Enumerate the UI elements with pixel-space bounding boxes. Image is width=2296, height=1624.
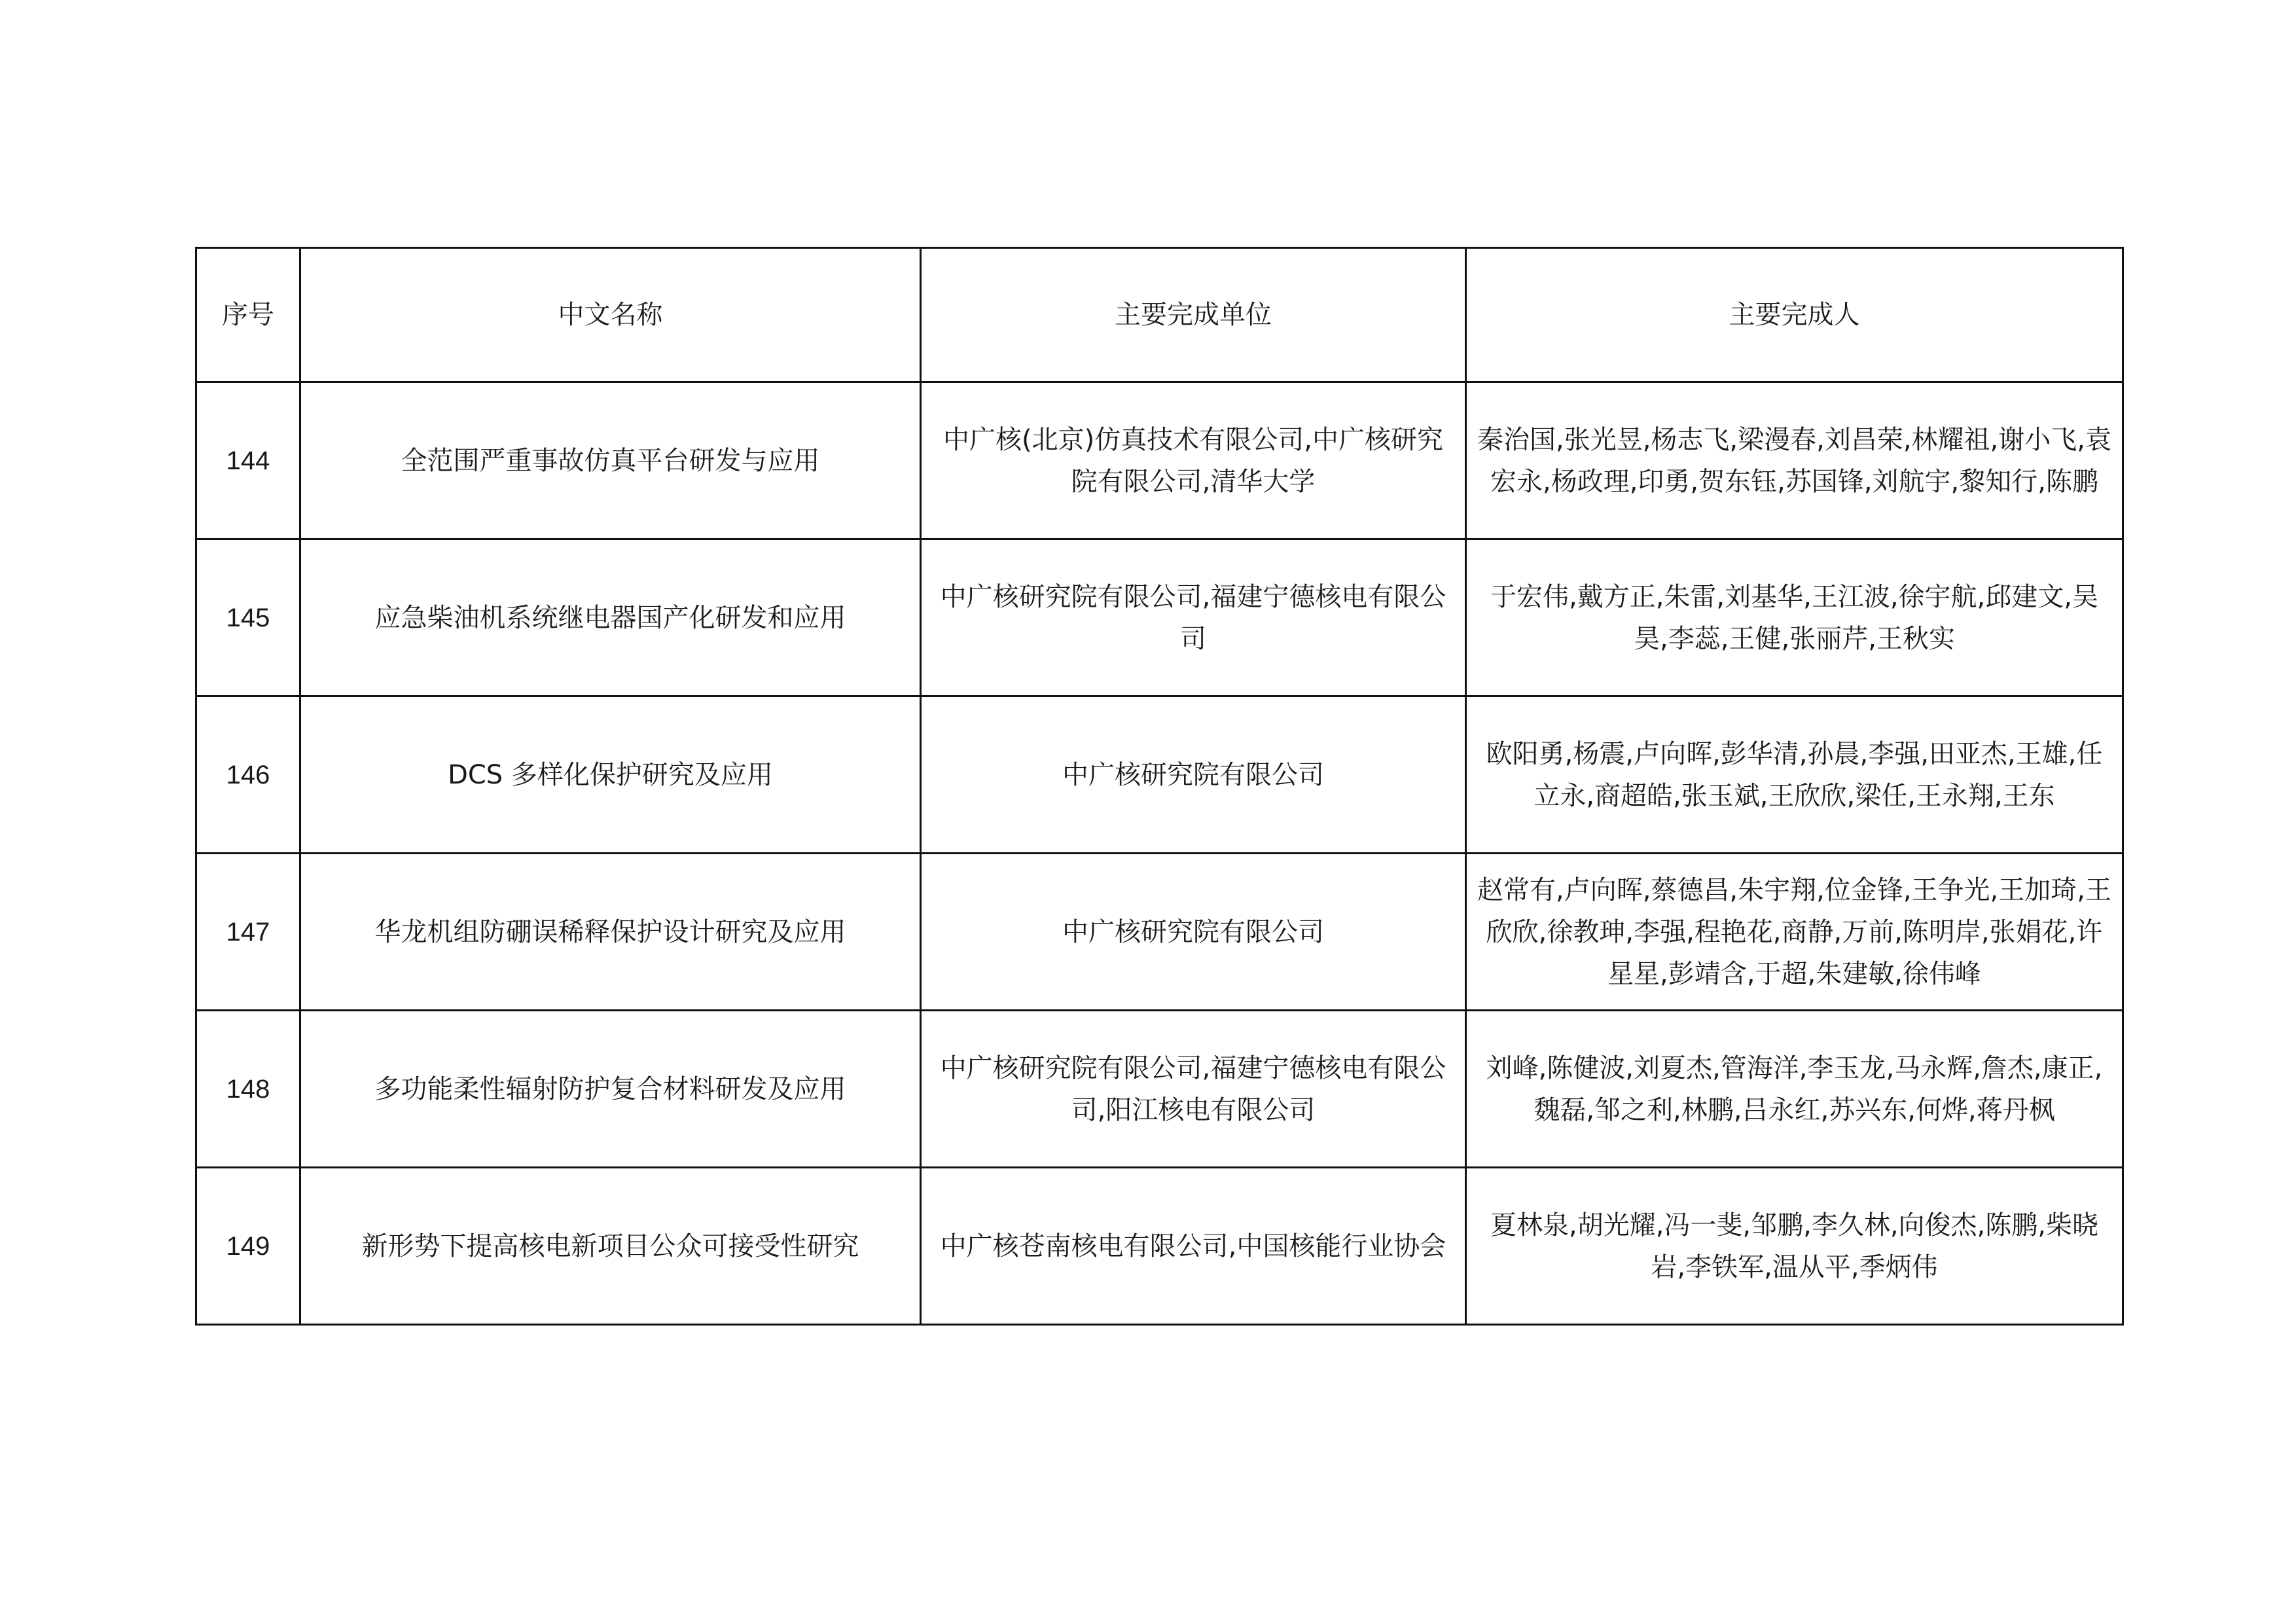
cell-completing-people: 赵常有,卢向晖,蔡德昌,朱宇翔,位金锋,王争光,王加琦,王欣欣,徐教珅,李强,程艳花,商静,万前,陈明岸,张娟花,许星星,彭靖含,于超,朱建敏,徐伟峰 — [1466, 854, 2123, 1011]
cell-completing-units: 中广核(北京)仿真技术有限公司,中广核研究院有限公司,清华大学 — [921, 382, 1466, 539]
cell-completing-units: 中广核苍南核电有限公司,中国核能行业协会 — [921, 1168, 1466, 1325]
cell-completing-people: 秦治国,张光昱,杨志飞,梁漫春,刘昌荣,林耀祖,谢小飞,袁宏永,杨政理,印勇,贺东钰,苏国锋,刘航宇,黎知行,陈鹏 — [1466, 382, 2123, 539]
cell-completing-units: 中广核研究院有限公司 — [921, 854, 1466, 1011]
cell-completing-people: 夏林泉,胡光耀,冯一斐,邹鹏,李久林,向俊杰,陈鹏,柴晓岩,李铁军,温从平,季炳伟 — [1466, 1168, 2123, 1325]
table-row — [196, 696, 2123, 854]
cell-serial-number: 144 — [196, 382, 300, 539]
cell-completing-units: 中广核研究院有限公司,福建宁德核电有限公司,阳江核电有限公司 — [921, 1011, 1466, 1168]
cell-project-name: DCS 多样化保护研究及应用 — [300, 696, 921, 854]
table-row — [196, 382, 2123, 539]
cell-completing-people: 欧阳勇,杨震,卢向晖,彭华清,孙晨,李强,田亚杰,王雄,任立永,商超皓,张玉斌,王欣欣,梁任,王永翔,王东 — [1466, 696, 2123, 854]
table-header — [196, 248, 2123, 382]
table-row — [196, 854, 2123, 1011]
cell-project-name: 新形势下提高核电新项目公众可接受性研究 — [300, 1168, 921, 1325]
cell-serial-number: 146 — [196, 696, 300, 854]
header-serial-number: 序号 — [196, 248, 300, 382]
table-row — [196, 1168, 2123, 1325]
cell-completing-people: 刘峰,陈健波,刘夏杰,管海洋,李玉龙,马永辉,詹杰,康正,魏磊,邹之利,林鹏,吕永红,苏兴东,何烨,蒋丹枫 — [1466, 1011, 2123, 1168]
cell-project-name: 华龙机组防硼误稀释保护设计研究及应用 — [300, 854, 921, 1011]
award-table — [195, 247, 2124, 1326]
table-row — [196, 1011, 2123, 1168]
header-chinese-name: 中文名称 — [300, 248, 921, 382]
cell-serial-number: 149 — [196, 1168, 300, 1325]
header-completing-units: 主要完成单位 — [921, 248, 1466, 382]
header-row — [196, 248, 2123, 382]
cell-project-name: 多功能柔性辐射防护复合材料研发及应用 — [300, 1011, 921, 1168]
cell-project-name: 全范围严重事故仿真平台研发与应用 — [300, 382, 921, 539]
cell-serial-number: 148 — [196, 1011, 300, 1168]
cell-completing-people: 于宏伟,戴方正,朱雷,刘基华,王江波,徐宇航,邱建文,吴昊,李蕊,王健,张丽芹,王秋实 — [1466, 539, 2123, 696]
cell-serial-number: 147 — [196, 854, 300, 1011]
cell-completing-units: 中广核研究院有限公司 — [921, 696, 1466, 854]
table-body — [196, 382, 2123, 1325]
table-row — [196, 539, 2123, 696]
cell-project-name: 应急柴油机系统继电器国产化研发和应用 — [300, 539, 921, 696]
cell-serial-number: 145 — [196, 539, 300, 696]
header-completing-people: 主要完成人 — [1466, 248, 2123, 382]
cell-completing-units: 中广核研究院有限公司,福建宁德核电有限公司 — [921, 539, 1466, 696]
